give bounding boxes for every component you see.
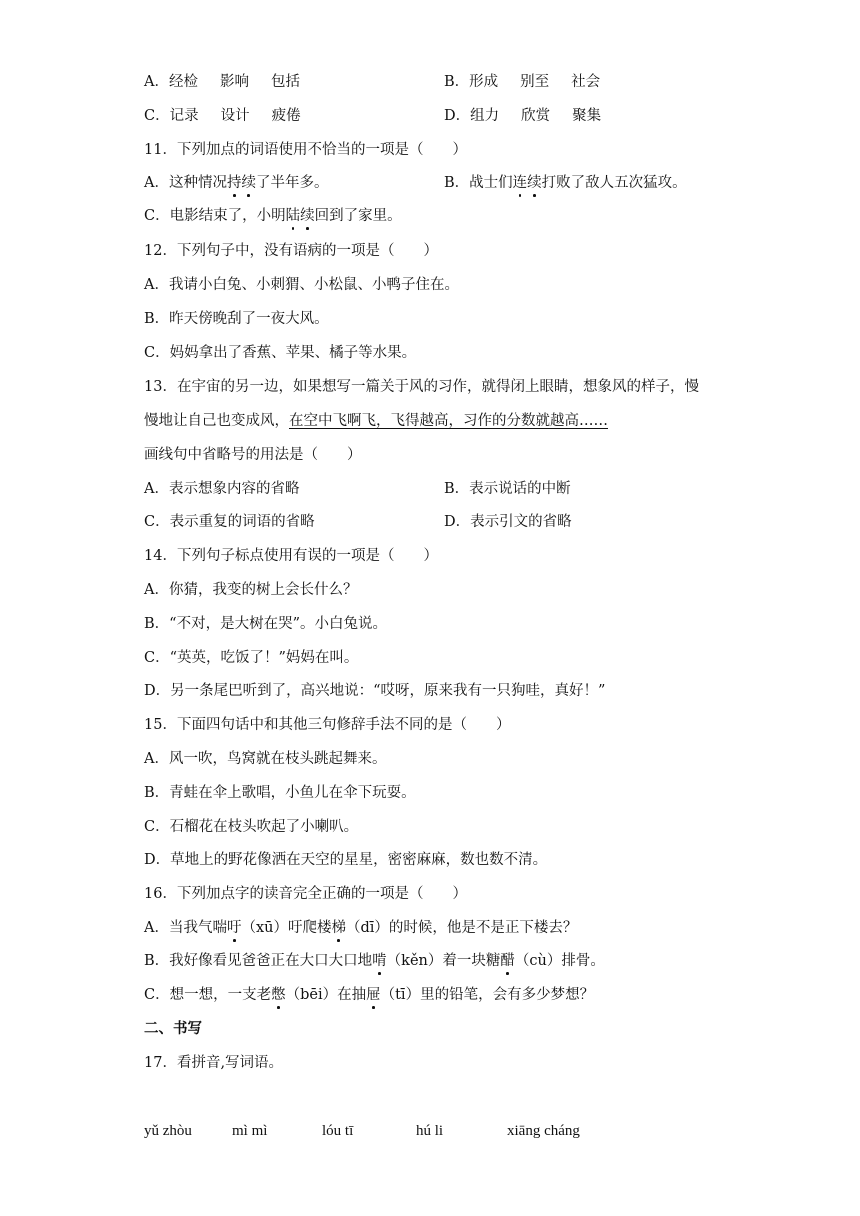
q14-stem: 14．下列句子标点使用有误的一项是（ ） [144, 548, 438, 564]
dotted-char: 续 [527, 175, 542, 191]
q16-option-a: A．当我气喘吁（xū）吁爬楼梯（dī）的时候，他是不是正下楼去？ [144, 920, 578, 936]
q10-option-c: C．记录 设计 疲倦 [144, 108, 301, 124]
q13-stem-line2: 慢地让自己也变成风，在空中飞啊飞，飞得越高，习作的分数就越高…… [144, 413, 608, 429]
q17-stem: 17．看拼音,写词语。 [144, 1055, 284, 1071]
q11-stem: 11．下列加点的词语使用不恰当的一项是（ ） [144, 142, 467, 158]
q13-option-d: D．表示引文的省略 [444, 514, 572, 530]
dotted-char: 持 [226, 175, 242, 191]
underlined-sentence: 在空中飞啊飞，飞得越高，习作的分数就越高…… [289, 413, 608, 429]
dotted-char: 陆 [285, 208, 301, 224]
dotted-char: 续 [241, 175, 256, 191]
q13-stem-line1: 13．在宇宙的另一边，如果想写一篇关于风的习作，就得闭上眼睛，想象风的样子，慢 [144, 379, 699, 395]
q15-option-b: B．青蛙在伞上歌唱，小鱼儿在伞下玩耍。 [144, 785, 416, 801]
q11-option-a: A．这种情况持续了半年多。 [144, 175, 329, 191]
dotted-char: 梯 [331, 920, 347, 936]
dotted-char: 吁 [226, 920, 242, 936]
q10-option-a: A．经检 影响 包括 [144, 74, 300, 90]
q15-option-c: C．石榴花在枝头吹起了小喇叭。 [144, 819, 359, 835]
pinyin-item: xiāng cháng [507, 1123, 580, 1139]
dotted-char: 屉 [366, 987, 381, 1003]
q15-stem: 15．下面四句话中和其他三句修辞手法不同的是（ ） [144, 717, 511, 733]
q14-option-a: A．你猜，我变的树上会长什么？ [144, 582, 358, 598]
q16-option-c: C．想一想，一支老憋（bēi）在抽屉（tī）里的铅笔，会有多少梦想？ [144, 987, 595, 1003]
q16-option-b: B．我好像看见爸爸正在大口大口地啃（kěn）着一块糖醋（cù）排骨。 [144, 953, 605, 969]
q13-question: 画线句中省略号的用法是（ ） [144, 447, 362, 463]
dotted-char: 续 [300, 208, 315, 224]
q15-option-a: A．风一吹，鸟窝就在枝头跳起舞来。 [144, 751, 387, 767]
q10-option-b: B．形成 别至 社会 [444, 74, 601, 90]
q14-option-d: D．另一条尾巴听到了，高兴地说：“哎呀，原来我有一只狗哇，真好！” [144, 683, 606, 699]
pinyin-item: hú li [416, 1123, 444, 1139]
q13-option-b: B．表示说话的中断 [444, 481, 571, 497]
q13-option-c: C．表示重复的词语的省略 [144, 514, 315, 530]
dotted-char: 醋 [500, 953, 515, 969]
q11-option-b: B．战士们连续打败了敌人五次猛攻。 [444, 175, 687, 191]
pinyin-item: yǔ zhòu [144, 1123, 192, 1139]
section-heading: 二、书写 [144, 1020, 202, 1037]
dotted-char: 连 [512, 175, 528, 191]
q11-option-c: C．电影结束了，小明陆续回到了家里。 [144, 208, 402, 224]
dotted-char: 憋 [271, 987, 286, 1003]
q13-option-a: A．表示想象内容的省略 [144, 481, 300, 497]
q15-option-d: D．草地上的野花像洒在天空的星星，密密麻麻，数也数不清。 [144, 852, 548, 868]
q12-stem: 12．下列句子中，没有语病的一项是（ ） [144, 243, 438, 259]
q12-option-a: A．我请小白兔、小刺猬、小松鼠、小鸭子住在。 [144, 277, 459, 293]
pinyin-item: mì mì [232, 1123, 268, 1139]
q12-option-b: B．昨天傍晚刮了一夜大风。 [144, 311, 329, 327]
q14-option-c: C．“英英，吃饭了！”妈妈在叫。 [144, 650, 359, 666]
q14-option-b: B．“不对，是大树在哭”。小白兔说。 [144, 616, 387, 632]
dotted-char: 啃 [372, 953, 387, 969]
q10-option-d: D．组力 欣赏 聚集 [444, 108, 602, 124]
q16-stem: 16．下列加点字的读音完全正确的一项是（ ） [144, 886, 467, 902]
q12-option-c: C．妈妈拿出了香蕉、苹果、橘子等水果。 [144, 345, 417, 361]
pinyin-item: lóu tī [322, 1123, 354, 1139]
